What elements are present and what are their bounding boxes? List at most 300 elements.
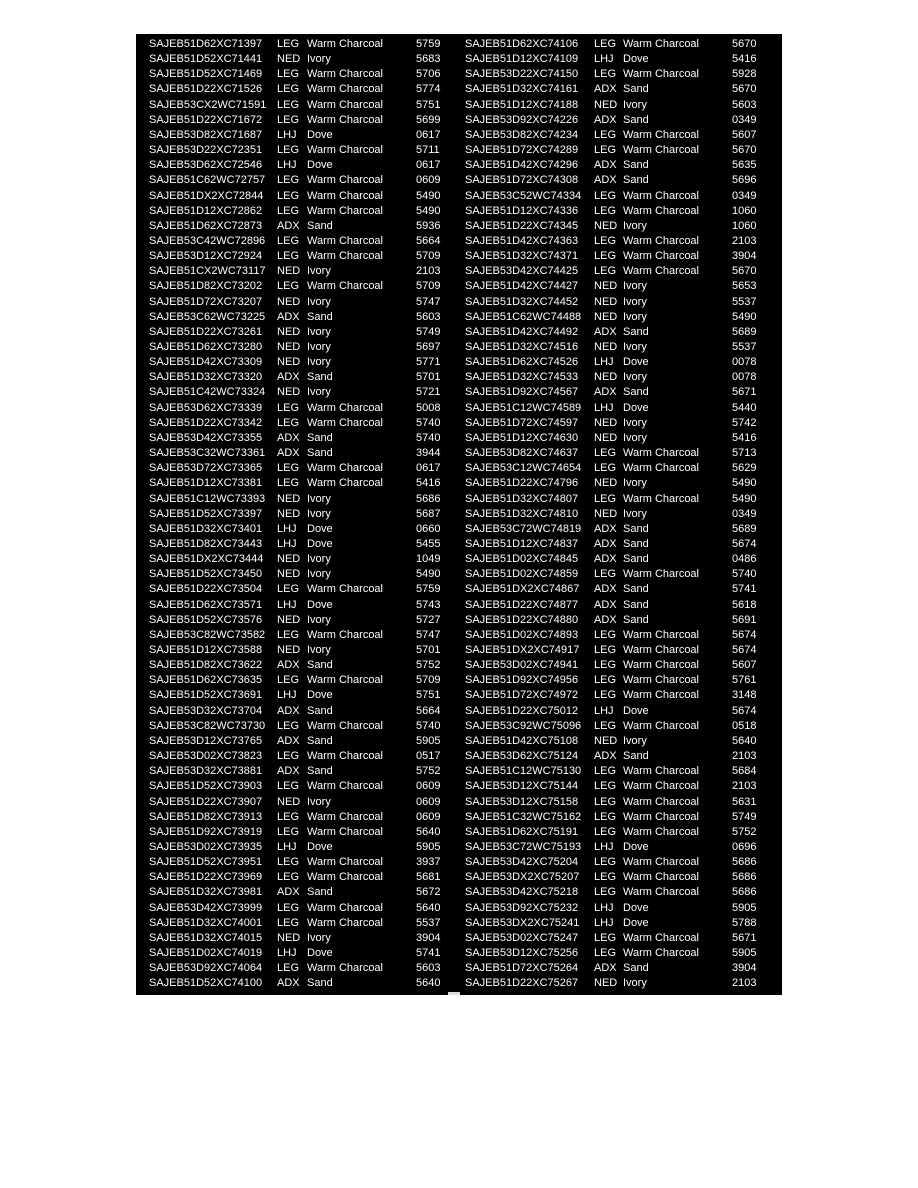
trim-code-right: ADX <box>594 83 617 96</box>
color-right: Sand <box>623 386 649 399</box>
vin-right: SAJEB51D02XC74893 <box>465 628 579 641</box>
number-left: 5743 <box>416 598 441 611</box>
trim-code-right: NED <box>594 977 618 990</box>
vin-left: SAJEB51D52XC71441 <box>149 53 263 66</box>
color-left: Ivory <box>307 931 331 944</box>
number-right: 5635 <box>732 159 757 172</box>
trim-code-left: LEG <box>277 204 300 217</box>
trim-code-right: LEG <box>594 780 617 793</box>
number-left: 5640 <box>416 901 441 914</box>
number-right: 5671 <box>732 931 757 944</box>
table-row <box>136 67 782 82</box>
trim-code-left: LEG <box>277 462 300 475</box>
color-left: Warm Charcoal <box>307 674 383 687</box>
trim-code-right: LEG <box>594 674 617 687</box>
vin-left: SAJEB53D62XC72546 <box>149 159 263 172</box>
number-right: 5749 <box>732 810 757 823</box>
color-left: Warm Charcoal <box>307 810 383 823</box>
trim-code-left: NED <box>277 325 301 338</box>
table-row <box>136 401 782 416</box>
vin-left: SAJEB53C82WC73730 <box>149 719 266 732</box>
number-left: 5759 <box>416 38 441 50</box>
color-right: Ivory <box>623 295 647 308</box>
trim-code-left: ADX <box>277 659 300 672</box>
color-left: Ivory <box>307 341 331 353</box>
vin-right: SAJEB51D12XC74336 <box>465 204 579 217</box>
color-right: Sand <box>623 522 649 535</box>
number-left: 5699 <box>416 113 441 126</box>
color-right: Sand <box>623 174 649 187</box>
vin-right: SAJEB51D62XC74526 <box>465 356 579 369</box>
vin-left: SAJEB53D12XC72924 <box>149 250 263 263</box>
number-left: 0660 <box>416 522 441 535</box>
color-right: Warm Charcoal <box>623 492 699 505</box>
vin-right: SAJEB51D22XC74345 <box>465 219 579 232</box>
color-left: Ivory <box>307 265 331 278</box>
table-row <box>136 522 782 537</box>
page-mark <box>448 992 460 995</box>
color-left: Sand <box>307 219 333 232</box>
trim-code-right: LEG <box>594 689 617 702</box>
table-row <box>136 37 782 52</box>
number-right: 5670 <box>732 38 757 50</box>
vin-left: SAJEB51CX2WC73117 <box>149 265 266 278</box>
vin-left: SAJEB51DX2XC73444 <box>149 553 264 566</box>
color-left: Sand <box>307 977 333 990</box>
color-left: Dove <box>307 947 333 959</box>
number-right: 5490 <box>732 310 757 323</box>
vin-left: SAJEB53D42XC73999 <box>149 901 263 914</box>
trim-code-left: NED <box>277 386 301 399</box>
trim-code-left: LHJ <box>277 537 297 550</box>
number-right: 5691 <box>732 613 757 626</box>
trim-code-left: LEG <box>277 189 300 202</box>
trim-code-right: LEG <box>594 931 617 944</box>
number-right: 5416 <box>732 431 757 444</box>
color-right: Warm Charcoal <box>623 947 699 959</box>
number-right: 5490 <box>732 477 757 490</box>
number-left: 5740 <box>416 431 441 444</box>
number-left: 5741 <box>416 947 441 959</box>
table-row <box>136 370 782 385</box>
table-row <box>136 976 782 991</box>
color-left: Dove <box>307 537 333 550</box>
color-right: Warm Charcoal <box>623 810 699 823</box>
trim-code-right: ADX <box>594 113 617 126</box>
trim-code-left: LHJ <box>277 128 297 141</box>
number-left: 5751 <box>416 689 441 702</box>
number-right: 0696 <box>732 840 757 853</box>
trim-code-right: LEG <box>594 447 617 460</box>
color-right: Warm Charcoal <box>623 871 699 884</box>
color-left: Warm Charcoal <box>307 250 383 263</box>
color-left: Warm Charcoal <box>307 583 383 596</box>
number-right: 5696 <box>732 174 757 187</box>
trim-code-right: ADX <box>594 325 617 338</box>
trim-code-right: LEG <box>594 234 617 247</box>
number-right: 2103 <box>732 750 757 763</box>
trim-code-left: LHJ <box>277 159 297 172</box>
trim-code-left: NED <box>277 492 301 505</box>
trim-code-right: NED <box>594 219 618 232</box>
trim-code-left: LEG <box>277 871 300 884</box>
vin-left: SAJEB51C62WC72757 <box>149 174 266 187</box>
number-right: 5537 <box>732 341 757 353</box>
number-left: 5709 <box>416 674 441 687</box>
number-right: 5607 <box>732 659 757 672</box>
number-left: 5664 <box>416 234 441 247</box>
color-right: Warm Charcoal <box>623 931 699 944</box>
number-left: 5701 <box>416 644 441 656</box>
vin-left: SAJEB51D12XC73381 <box>149 477 263 490</box>
number-right: 1060 <box>732 204 757 217</box>
number-right: 5674 <box>732 628 757 641</box>
number-left: 5709 <box>416 280 441 293</box>
vin-right: SAJEB53DX2XC75241 <box>465 916 580 929</box>
table-row <box>136 613 782 628</box>
number-right: 5905 <box>732 947 757 959</box>
color-left: Ivory <box>307 295 331 308</box>
table-row <box>136 385 782 400</box>
table-row <box>136 749 782 764</box>
trim-code-left: LEG <box>277 825 300 838</box>
trim-code-left: LHJ <box>277 840 297 853</box>
trim-code-left: LEG <box>277 719 300 732</box>
vin-left: SAJEB51D22XC73907 <box>149 795 263 808</box>
number-right: 5689 <box>732 325 757 338</box>
table-row <box>136 340 782 355</box>
vin-left: SAJEB51D82XC73202 <box>149 280 263 293</box>
vin-left: SAJEB51D12XC73588 <box>149 644 263 656</box>
color-left: Ivory <box>307 53 331 66</box>
color-right: Warm Charcoal <box>623 144 699 157</box>
table-row <box>136 507 782 522</box>
vin-left: SAJEB53D02XC73823 <box>149 750 263 763</box>
vin-left: SAJEB53CX2WC71591 <box>149 98 267 111</box>
number-left: 5747 <box>416 295 441 308</box>
trim-code-left: LEG <box>277 856 300 869</box>
number-right: 5928 <box>732 68 757 81</box>
trim-code-left: LEG <box>277 962 300 975</box>
trim-code-left: LEG <box>277 83 300 96</box>
vin-right: SAJEB51C12WC74589 <box>465 401 582 414</box>
vin-right: SAJEB51D32XC74161 <box>465 83 579 96</box>
trim-code-left: LEG <box>277 583 300 596</box>
number-left: 5740 <box>416 416 441 429</box>
trim-code-left: LEG <box>277 250 300 263</box>
number-left: 0617 <box>416 128 441 141</box>
trim-code-left: ADX <box>277 704 300 717</box>
number-left: 5771 <box>416 356 441 369</box>
vin-right: SAJEB51D32XC74533 <box>465 371 579 384</box>
vin-left: SAJEB53C32WC73361 <box>149 447 266 460</box>
number-left: 0609 <box>416 810 441 823</box>
number-right: 5684 <box>732 765 757 778</box>
number-left: 5747 <box>416 628 441 641</box>
number-right: 5689 <box>732 522 757 535</box>
vin-right: SAJEB51D32XC74807 <box>465 492 579 505</box>
trim-code-right: NED <box>594 371 618 384</box>
table-row <box>136 946 782 961</box>
color-left: Ivory <box>307 492 331 505</box>
trim-code-left: NED <box>277 931 301 944</box>
trim-code-left: NED <box>277 53 301 66</box>
color-left: Warm Charcoal <box>307 68 383 81</box>
color-right: Ivory <box>623 977 647 990</box>
vin-left: SAJEB53C82WC73582 <box>149 628 266 641</box>
table-row <box>136 234 782 249</box>
number-right: 0349 <box>732 189 757 202</box>
vin-right: SAJEB51D42XC74427 <box>465 280 579 293</box>
number-left: 5640 <box>416 977 441 990</box>
number-left: 5537 <box>416 916 441 929</box>
color-right: Dove <box>623 401 649 414</box>
color-right: Warm Charcoal <box>623 628 699 641</box>
number-right: 5674 <box>732 537 757 550</box>
vin-right: SAJEB53D42XC75218 <box>465 886 579 899</box>
vin-left: SAJEB51D22XC71526 <box>149 83 263 96</box>
number-right: 3904 <box>732 250 757 263</box>
vin-left: SAJEB51D72XC73207 <box>149 295 263 308</box>
color-left: Dove <box>307 522 333 535</box>
vin-right: SAJEB53D02XC75247 <box>465 931 579 944</box>
vin-right: SAJEB51D42XC74363 <box>465 234 579 247</box>
color-left: Warm Charcoal <box>307 750 383 763</box>
number-right: 5788 <box>732 916 757 929</box>
vin-right: SAJEB53C52WC74334 <box>465 189 582 202</box>
table-row <box>136 825 782 840</box>
color-right: Warm Charcoal <box>623 128 699 141</box>
color-right: Warm Charcoal <box>623 719 699 732</box>
number-right: 5490 <box>732 492 757 505</box>
vin-left: SAJEB51D82XC73443 <box>149 537 263 550</box>
number-left: 0517 <box>416 750 441 763</box>
vin-right: SAJEB51DX2XC74867 <box>465 583 580 596</box>
number-left: 0609 <box>416 795 441 808</box>
vin-left: SAJEB53D22XC72351 <box>149 144 263 157</box>
trim-code-left: NED <box>277 295 301 308</box>
color-right: Warm Charcoal <box>623 189 699 202</box>
trim-code-left: NED <box>277 507 301 520</box>
vin-left: SAJEB51D52XC73951 <box>149 856 263 869</box>
number-left: 5686 <box>416 492 441 505</box>
trim-code-left: LEG <box>277 280 300 293</box>
color-left: Warm Charcoal <box>307 83 383 96</box>
color-left: Sand <box>307 886 333 899</box>
vin-right: SAJEB51D22XC74796 <box>465 477 579 490</box>
color-right: Warm Charcoal <box>623 886 699 899</box>
trim-code-right: ADX <box>594 553 617 566</box>
color-left: Dove <box>307 128 333 141</box>
number-left: 5008 <box>416 401 441 414</box>
trim-code-right: LEG <box>594 68 617 81</box>
color-right: Warm Charcoal <box>623 780 699 793</box>
table-row <box>136 476 782 491</box>
color-right: Sand <box>623 113 649 126</box>
color-right: Ivory <box>623 416 647 429</box>
number-right: 0486 <box>732 553 757 566</box>
table-row <box>136 310 782 325</box>
number-right: 5537 <box>732 295 757 308</box>
trim-code-left: ADX <box>277 447 300 460</box>
number-right: 5607 <box>732 128 757 141</box>
trim-code-left: NED <box>277 341 301 353</box>
trim-code-right: LEG <box>594 871 617 884</box>
number-left: 5727 <box>416 613 441 626</box>
vin-right: SAJEB51D32XC74516 <box>465 341 579 353</box>
color-right: Warm Charcoal <box>623 795 699 808</box>
number-right: 2103 <box>732 977 757 990</box>
vin-left: SAJEB51D52XC73576 <box>149 613 263 626</box>
number-right: 5416 <box>732 53 757 66</box>
trim-code-left: LEG <box>277 780 300 793</box>
trim-code-right: ADX <box>594 598 617 611</box>
vin-right: SAJEB51D72XC74972 <box>465 689 579 702</box>
table-row <box>136 143 782 158</box>
vin-left: SAJEB51D62XC71397 <box>149 38 263 50</box>
number-right: 5631 <box>732 795 757 808</box>
trim-code-left: LEG <box>277 477 300 490</box>
number-right: 2103 <box>732 780 757 793</box>
color-right: Warm Charcoal <box>623 68 699 81</box>
vin-left: SAJEB51D02XC74019 <box>149 947 263 959</box>
color-right: Warm Charcoal <box>623 644 699 656</box>
trim-code-left: NED <box>277 795 301 808</box>
vin-right: SAJEB51D22XC74877 <box>465 598 579 611</box>
number-right: 5741 <box>732 583 757 596</box>
vin-left: SAJEB53D82XC71687 <box>149 128 263 141</box>
color-left: Sand <box>307 371 333 384</box>
trim-code-right: ADX <box>594 174 617 187</box>
trim-code-right: NED <box>594 734 618 747</box>
color-left: Dove <box>307 598 333 611</box>
color-right: Dove <box>623 840 649 853</box>
color-left: Warm Charcoal <box>307 901 383 914</box>
color-left: Warm Charcoal <box>307 280 383 293</box>
trim-code-right: LHJ <box>594 53 614 66</box>
number-right: 5686 <box>732 886 757 899</box>
vin-left: SAJEB53D42XC73355 <box>149 431 263 444</box>
vin-right: SAJEB51D92XC74956 <box>465 674 579 687</box>
number-right: 0349 <box>732 113 757 126</box>
number-left: 5672 <box>416 886 441 899</box>
number-left: 0609 <box>416 174 441 187</box>
number-left: 1049 <box>416 553 441 566</box>
trim-code-right: ADX <box>594 386 617 399</box>
number-right: 5713 <box>732 447 757 460</box>
vin-right: SAJEB51D92XC74567 <box>465 386 579 399</box>
number-right: 5670 <box>732 265 757 278</box>
vin-left: SAJEB51D82XC73913 <box>149 810 263 823</box>
table-row <box>136 204 782 219</box>
vin-right: SAJEB51D72XC74597 <box>465 416 579 429</box>
vin-left: SAJEB51D52XC71469 <box>149 68 263 81</box>
vin-right: SAJEB51D32XC74371 <box>465 250 579 263</box>
color-left: Ivory <box>307 644 331 656</box>
trim-code-right: LEG <box>594 204 617 217</box>
table-row <box>136 719 782 734</box>
vin-right: SAJEB51D62XC74106 <box>465 38 579 50</box>
color-right: Sand <box>623 750 649 763</box>
number-right: 0349 <box>732 507 757 520</box>
trim-code-right: NED <box>594 416 618 429</box>
table-row <box>136 82 782 97</box>
table-row <box>136 658 782 673</box>
trim-code-right: LEG <box>594 947 617 959</box>
number-left: 5752 <box>416 765 441 778</box>
table-row <box>136 916 782 931</box>
table-row <box>136 901 782 916</box>
color-left: Warm Charcoal <box>307 174 383 187</box>
color-left: Sand <box>307 659 333 672</box>
vin-right: SAJEB53DX2XC75207 <box>465 871 580 884</box>
color-left: Dove <box>307 840 333 853</box>
table-row <box>136 173 782 188</box>
number-right: 5670 <box>732 144 757 157</box>
number-right: 2103 <box>732 234 757 247</box>
vin-left: SAJEB51D62XC72873 <box>149 219 263 232</box>
vin-left: SAJEB51D32XC73981 <box>149 886 263 899</box>
color-left: Warm Charcoal <box>307 234 383 247</box>
trim-code-right: LEG <box>594 189 617 202</box>
table-row <box>136 431 782 446</box>
color-right: Warm Charcoal <box>623 204 699 217</box>
color-right: Ivory <box>623 507 647 520</box>
number-right: 3148 <box>732 689 757 702</box>
number-left: 5751 <box>416 98 441 111</box>
color-left: Warm Charcoal <box>307 38 383 50</box>
vin-right: SAJEB51D12XC74188 <box>465 98 579 111</box>
color-left: Sand <box>307 734 333 747</box>
number-right: 5674 <box>732 704 757 717</box>
color-left: Sand <box>307 447 333 460</box>
trim-code-right: ADX <box>594 962 617 975</box>
vin-left: SAJEB53D12XC73765 <box>149 734 263 747</box>
color-right: Warm Charcoal <box>623 234 699 247</box>
trim-code-right: LEG <box>594 628 617 641</box>
number-left: 5490 <box>416 189 441 202</box>
vin-left: SAJEB53C62WC73225 <box>149 310 266 323</box>
table-row <box>136 128 782 143</box>
number-left: 0617 <box>416 462 441 475</box>
table-row <box>136 582 782 597</box>
number-left: 5740 <box>416 719 441 732</box>
vin-right: SAJEB51D72XC74289 <box>465 144 579 157</box>
number-left: 3904 <box>416 931 441 944</box>
trim-code-left: LEG <box>277 68 300 81</box>
vin-left: SAJEB51D12XC72862 <box>149 204 263 217</box>
trim-code-right: ADX <box>594 750 617 763</box>
number-left: 0617 <box>416 159 441 172</box>
table-row <box>136 113 782 128</box>
color-right: Sand <box>623 598 649 611</box>
vin-right: SAJEB51D42XC75108 <box>465 734 579 747</box>
vin-left: SAJEB51D62XC73635 <box>149 674 263 687</box>
vin-right: SAJEB53D12XC75144 <box>465 780 579 793</box>
color-right: Ivory <box>623 477 647 490</box>
vin-right: SAJEB53D82XC74637 <box>465 447 579 460</box>
trim-code-right: ADX <box>594 537 617 550</box>
color-right: Sand <box>623 537 649 550</box>
trim-code-left: NED <box>277 644 301 656</box>
vin-listing-sheet <box>136 34 782 995</box>
table-row <box>136 688 782 703</box>
vin-right: SAJEB51D42XC74492 <box>465 325 579 338</box>
color-right: Ivory <box>623 310 647 323</box>
trim-code-right: LEG <box>594 38 617 50</box>
color-left: Warm Charcoal <box>307 462 383 475</box>
number-left: 5774 <box>416 83 441 96</box>
